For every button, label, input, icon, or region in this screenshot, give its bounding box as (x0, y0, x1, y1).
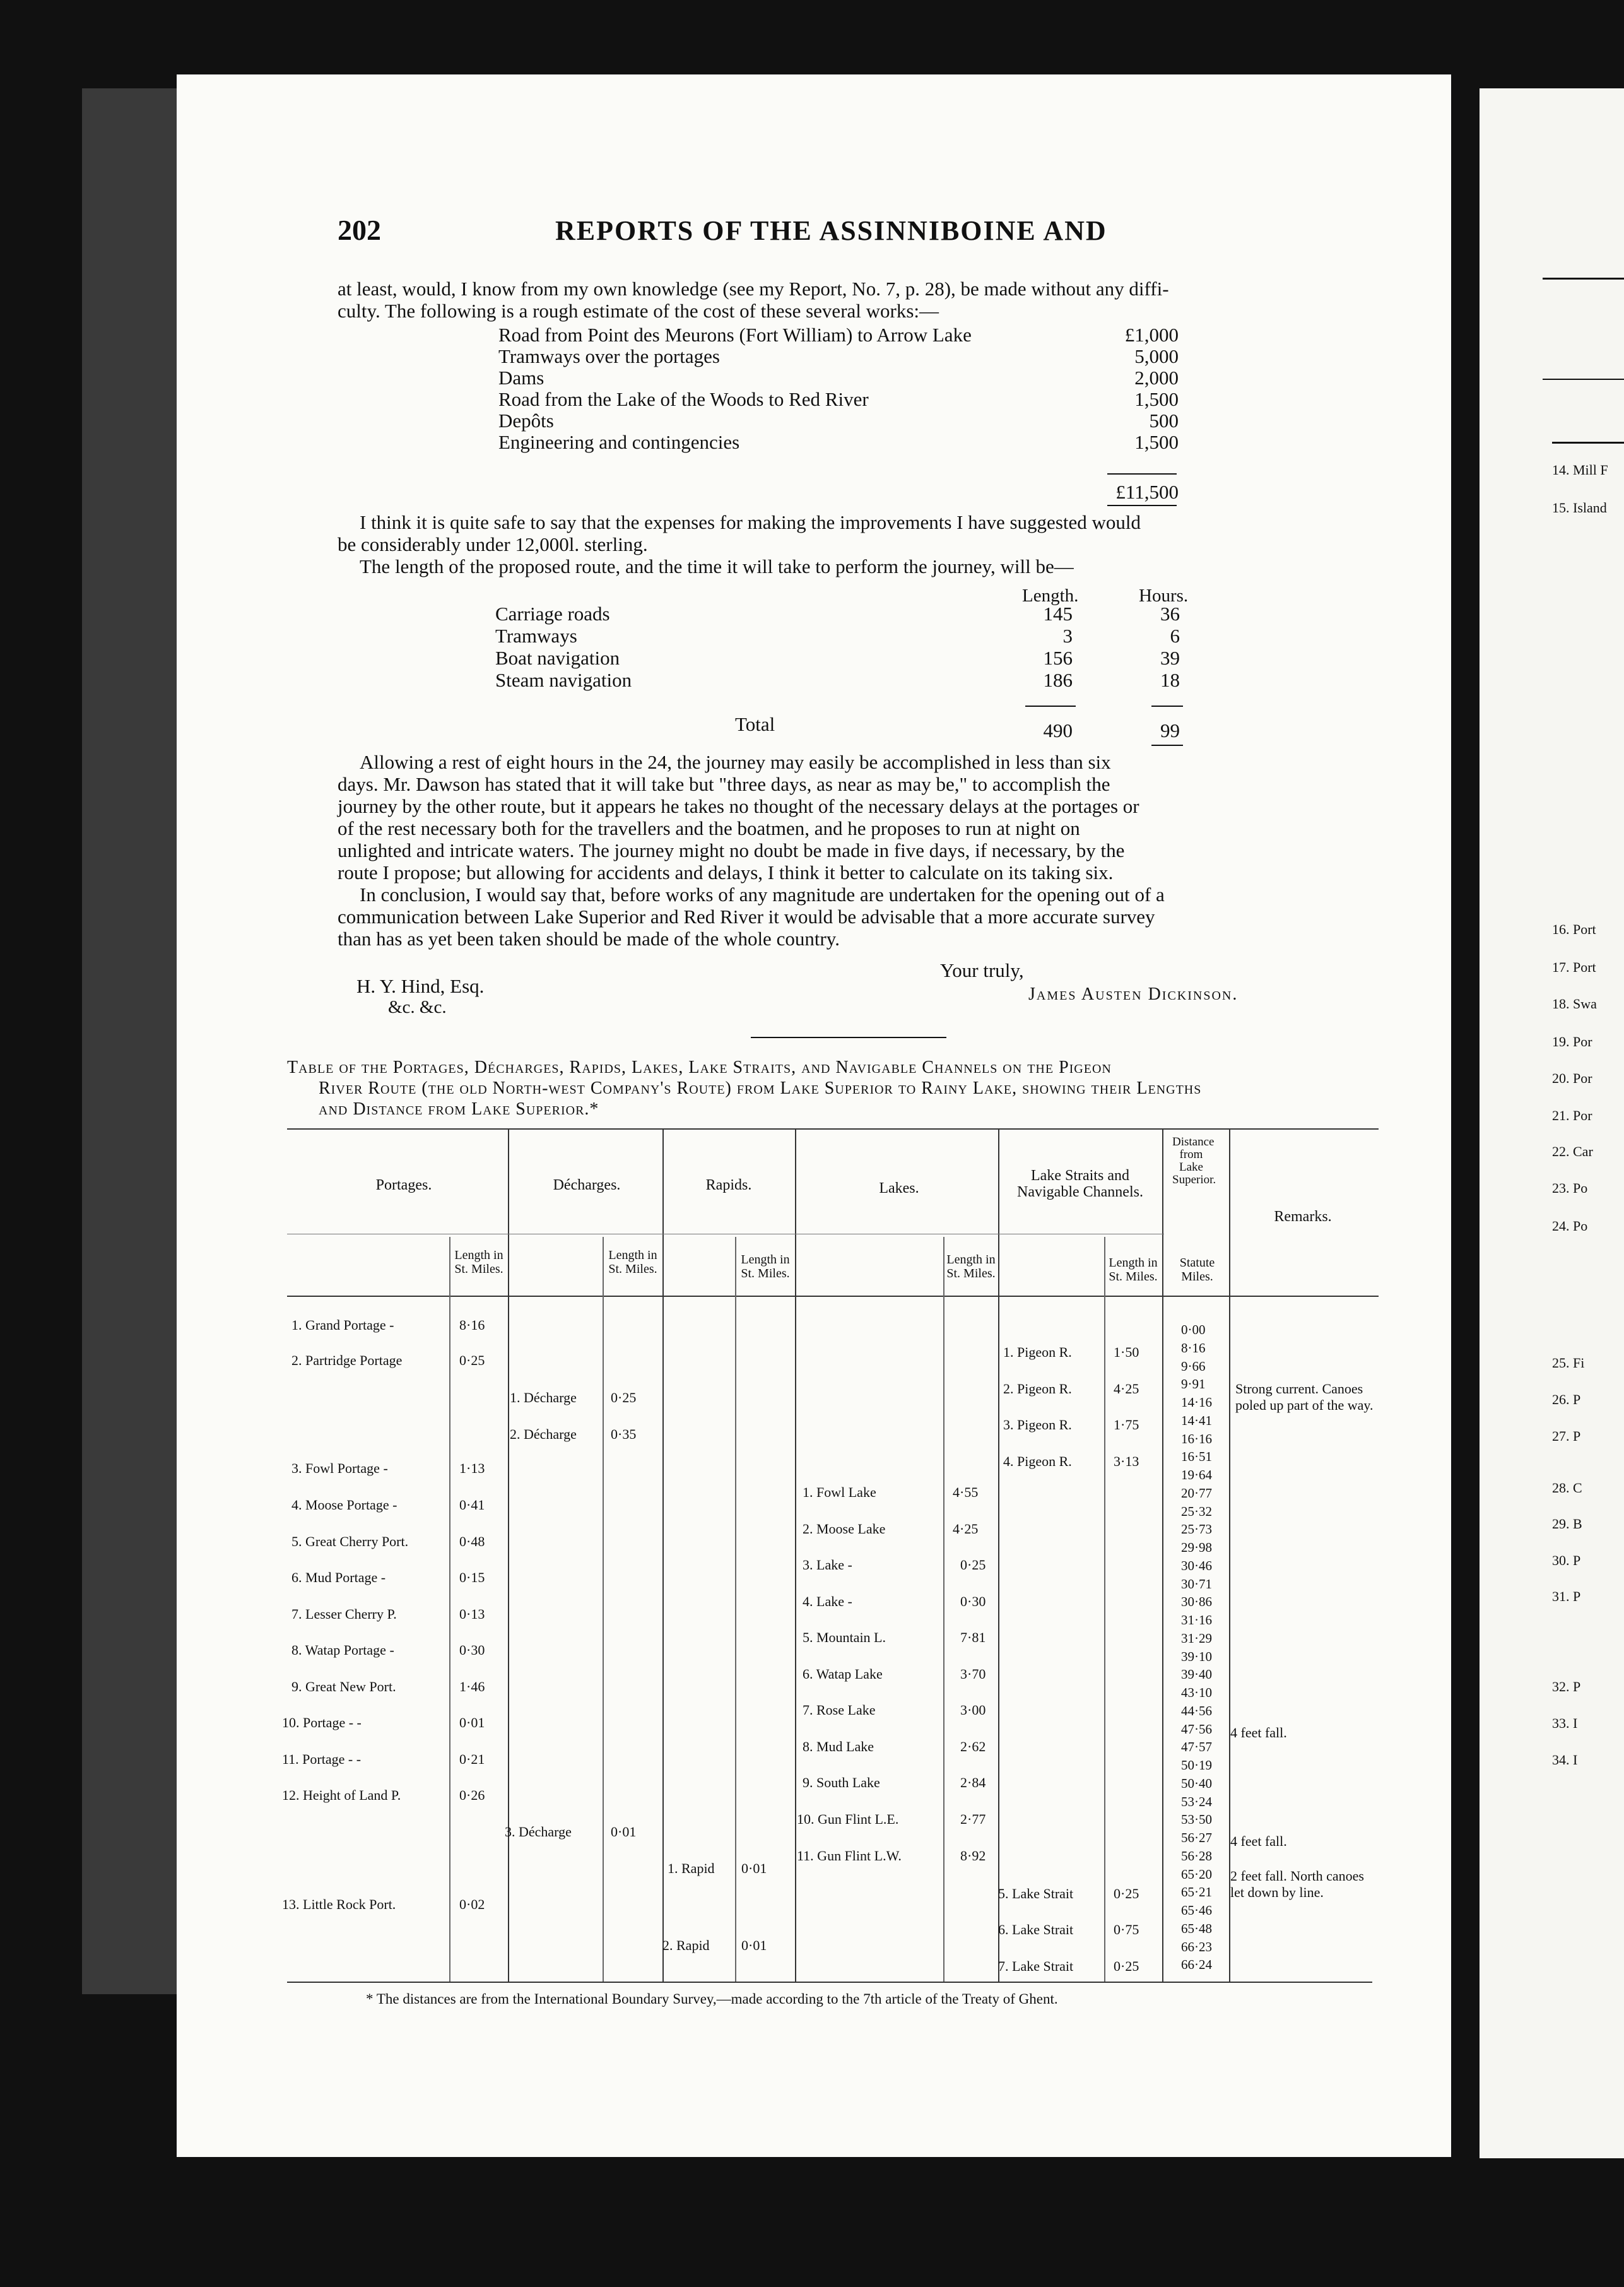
distance-value: 19·64 (1181, 1467, 1212, 1482)
table-caption (287, 1057, 1379, 1120)
header-lakes: Lakes. (879, 1180, 919, 1197)
page-number: 202 (338, 214, 381, 246)
remark: Strong current. Canoes poled up part of the way. (1235, 1381, 1374, 1413)
col-divider (662, 1130, 664, 1982)
journey-hours: 39 (1160, 647, 1180, 669)
col-divider (1162, 1130, 1163, 1982)
col-divider (508, 1130, 509, 1982)
col-header-length: Length. (1022, 586, 1079, 606)
strait-length: 1·75 (1114, 1417, 1139, 1433)
journey-length: 145 (1043, 603, 1073, 625)
remark: 2 feet fall. North canoes let down by line. (1230, 1868, 1364, 1900)
distance-value: 50·19 (1181, 1758, 1212, 1773)
sub-header-length: Length in St. Miles. (1109, 1256, 1158, 1284)
portage-name: 8. Watap Portage - (291, 1642, 394, 1658)
portage-name: 3. Fowl Portage - (291, 1460, 388, 1476)
distance-value: 30·46 (1181, 1557, 1212, 1573)
caption-line: Table of the Portages, Décharges, Rapids, Lakes, Lake Straits, and Navigable Channels on the Pigeon (287, 1058, 1112, 1077)
sub-col-divider (449, 1237, 450, 1982)
portage-name: 12. Height of Land P. (282, 1787, 401, 1803)
portage-length: 0·25 (459, 1352, 485, 1368)
rapid-length: 0·01 (741, 1937, 767, 1953)
facing-page-item: 14. Mill F (1552, 462, 1608, 478)
distance-value: 47·57 (1181, 1739, 1212, 1755)
text-line: I think it is quite safe to say that the expenses for making the improvements I have suggested would (360, 511, 1141, 533)
rapid-length: 0·01 (741, 1860, 767, 1876)
estimate-value: 2,000 (1134, 367, 1179, 389)
scan-bottom-edge (0, 2158, 1624, 2287)
text-line: culty. The following is a rough estimate of the cost of these several works:— (338, 300, 939, 322)
facing-page-item: 29. B (1552, 1516, 1582, 1532)
distance-value: 65·20 (1181, 1866, 1212, 1882)
intro-paragraph (338, 278, 1334, 322)
sub-header-length: Length in St. Miles. (946, 1253, 996, 1280)
lake-length: 4·25 (953, 1521, 979, 1537)
header-rapids: Rapids. (705, 1177, 752, 1193)
portage-length: 0·15 (459, 1569, 485, 1585)
total-rule (1151, 706, 1183, 707)
table-header-rule (287, 1296, 1379, 1297)
journey-label: Boat navigation (495, 647, 620, 669)
distance-value: 30·86 (1181, 1594, 1212, 1610)
remark: 4 feet fall. (1230, 1833, 1287, 1849)
distance-value: 16·51 (1181, 1449, 1212, 1465)
facing-page-item: 23. Po (1552, 1180, 1588, 1196)
lake-name: 10. Gun Flint L.E. (797, 1811, 899, 1827)
facing-page-item: 21. Por (1552, 1108, 1592, 1123)
facing-page-item: 16. Port (1552, 921, 1596, 937)
distance-value: 0·00 (1181, 1322, 1206, 1337)
strait-name: 6. Lake Strait (998, 1922, 1074, 1937)
portage-length: 0·13 (459, 1606, 485, 1622)
estimate-value: £1,000 (1124, 324, 1179, 346)
strait-name: 3. Pigeon R. (1003, 1417, 1072, 1433)
lake-name: 4. Lake - (803, 1593, 852, 1609)
estimate-value: 1,500 (1134, 431, 1179, 453)
lake-name: 11. Gun Flint L.W. (797, 1848, 902, 1864)
col-divider (1229, 1130, 1230, 1982)
addressee-etc: &c. &c. (388, 997, 447, 1017)
lake-name: 5. Mountain L. (803, 1629, 886, 1645)
header-decharges: Décharges. (553, 1177, 621, 1193)
lake-name: 9. South Lake (803, 1775, 880, 1790)
distance-value: 43·10 (1181, 1685, 1212, 1700)
text-line: In conclusion, I would say that, before works of any magnitude are undertaken for the opening out of a (360, 883, 1165, 906)
distance-value: 39·40 (1181, 1667, 1212, 1682)
journey-label: Carriage roads (495, 603, 610, 625)
sub-header-length: Length in St. Miles. (608, 1248, 657, 1276)
distance-value: 29·98 (1181, 1540, 1212, 1555)
distance-value: 31·29 (1181, 1630, 1212, 1646)
distance-value: 53·24 (1181, 1794, 1212, 1809)
facing-page-item: 27. P (1552, 1428, 1581, 1444)
strait-length: 1·50 (1114, 1344, 1139, 1360)
distance-value: 47·56 (1181, 1721, 1212, 1737)
facing-rule (1543, 278, 1624, 280)
lake-length: 0·25 (960, 1557, 986, 1573)
strait-length: 0·75 (1114, 1922, 1139, 1937)
lake-length: 3·70 (960, 1666, 986, 1682)
strait-name: 7. Lake Strait (998, 1958, 1074, 1974)
lake-length: 2·77 (960, 1811, 986, 1827)
distance-value: 56·27 (1181, 1830, 1212, 1845)
total-rule (1151, 745, 1183, 746)
journey-length: 156 (1043, 647, 1073, 669)
decharge-length: 0·25 (611, 1390, 637, 1405)
strait-name: 4. Pigeon R. (1003, 1453, 1072, 1469)
distance-value: 65·46 (1181, 1903, 1212, 1918)
portage-length: 0·41 (459, 1497, 485, 1513)
text-line: Allowing a rest of eight hours in the 24, the journey may easily be accomplished in less than six (360, 751, 1111, 773)
facing-page-item: 20. Por (1552, 1070, 1592, 1086)
portage-name: 9. Great New Port. (291, 1679, 396, 1694)
lake-name: 7. Rose Lake (803, 1702, 876, 1718)
caption-line: River Route (the old North-west Company's Route) from Lake Superior to Rainy Lake, showing their Lengths (319, 1078, 1202, 1098)
estimate-label: Depôts (498, 410, 554, 432)
remark: 4 feet fall. (1230, 1725, 1287, 1740)
portage-length: 0·02 (459, 1896, 485, 1912)
strait-length: 0·25 (1114, 1886, 1139, 1901)
facing-rule (1552, 442, 1624, 444)
journey-total-length: 490 (1043, 719, 1073, 742)
total-rule (1107, 505, 1177, 506)
facing-page-item: 15. Island (1552, 500, 1607, 516)
journey-hours: 36 (1160, 603, 1180, 625)
portage-length: 0·26 (459, 1787, 485, 1803)
distance-value: 16·16 (1181, 1431, 1212, 1446)
portage-name: 13. Little Rock Port. (282, 1896, 396, 1912)
strait-length: 4·25 (1114, 1381, 1139, 1397)
distance-value: 8·16 (1181, 1340, 1206, 1356)
sub-col-divider (1104, 1237, 1105, 1982)
text-line: days. Mr. Dawson has stated that it will take but "three days, as near as may be," to accomplish the (338, 773, 1110, 795)
lake-length: 4·55 (953, 1484, 979, 1500)
lake-name: 3. Lake - (803, 1557, 852, 1573)
portage-length: 0·48 (459, 1534, 485, 1549)
strait-name: 1. Pigeon R. (1003, 1344, 1072, 1360)
lake-name: 6. Watap Lake (803, 1666, 883, 1682)
estimate-value: 5,000 (1134, 345, 1179, 367)
text-line: unlighted and intricate waters. The journey might no doubt be made in five days, if necessary, by the (338, 839, 1125, 861)
text-line: of the rest necessary both for the travellers and the boatmen, and he proposes to run at night on (338, 817, 1080, 839)
sub-header-length: Length in St. Miles. (454, 1248, 503, 1276)
lake-name: 1. Fowl Lake (803, 1484, 876, 1500)
journey-hours: 18 (1160, 669, 1180, 691)
estimate-value: 500 (1149, 410, 1179, 432)
portage-length: 1·13 (459, 1460, 485, 1476)
estimate-value: 1,500 (1134, 388, 1179, 410)
facing-page-item: 18. Swa (1552, 996, 1597, 1012)
sub-header-length: Length in St. Miles. (741, 1253, 790, 1280)
distance-value: 44·56 (1181, 1703, 1212, 1718)
lake-length: 2·62 (960, 1739, 986, 1754)
portage-name: 1. Grand Portage - (291, 1317, 394, 1333)
portage-name: 11. Portage - - (282, 1751, 362, 1767)
decharge-length: 0·35 (611, 1426, 637, 1442)
facing-rule (1543, 379, 1624, 380)
facing-page-item: 31. P (1552, 1588, 1581, 1604)
facing-page-item: 24. Po (1552, 1218, 1588, 1234)
portage-length: 8·16 (459, 1317, 485, 1333)
journey-length: 186 (1043, 669, 1073, 691)
lake-length: 2·84 (960, 1775, 986, 1790)
facing-page-item: 28. C (1552, 1480, 1582, 1496)
facing-page (1480, 88, 1624, 2190)
table-top-rule (287, 1128, 1379, 1130)
distance-value: 50·40 (1181, 1775, 1212, 1791)
text-line: route I propose; but allowing for accidents and delays, I think it better to calculate on its taking six. (338, 861, 1114, 883)
body-paragraph (338, 751, 1334, 950)
estimate-label: Road from Point des Meurons (Fort William) to Arrow Lake (498, 324, 972, 346)
facing-page-item: 32. P (1552, 1679, 1581, 1694)
closing: Your truly, (940, 959, 1024, 981)
text-line: at least, would, I know from my own knowledge (see my Report, No. 7, p. 28), be made without any diffi- (338, 278, 1169, 300)
addressee: H. Y. Hind, Esq. (356, 975, 485, 997)
sub-col-divider (943, 1237, 944, 1982)
facing-page-item: 34. I (1552, 1752, 1578, 1768)
portage-name: 2. Partridge Portage (291, 1352, 403, 1368)
sub-col-divider (735, 1237, 736, 1982)
distance-value: 25·73 (1181, 1522, 1212, 1537)
journey-length: 3 (1062, 625, 1073, 647)
portage-name: 10. Portage - - (282, 1715, 362, 1730)
col-divider (795, 1130, 796, 1982)
lake-name: 8. Mud Lake (803, 1739, 874, 1754)
distance-value: 65·48 (1181, 1920, 1212, 1936)
col-header-hours: Hours. (1139, 586, 1189, 606)
portage-length: 0·30 (459, 1642, 485, 1658)
facing-page-item: 22. Car (1552, 1144, 1593, 1159)
distance-value: 20·77 (1181, 1485, 1212, 1501)
distance-value: 14·16 (1181, 1395, 1212, 1410)
portage-name: 4. Moose Portage - (291, 1497, 397, 1513)
estimate-label: Dams (498, 367, 544, 389)
text-line: communication between Lake Superior and Red River it would be advisable that a more accurate survey (338, 906, 1155, 928)
estimate-total: £11,500 (1115, 481, 1179, 503)
journey-total-label: Total (735, 713, 775, 735)
portage-length: 1·46 (459, 1679, 485, 1694)
sub-header-statute: Statute Miles. (1179, 1256, 1215, 1284)
journey-label: Tramways (495, 625, 577, 647)
text-line: than has as yet been taken should be made of the whole country. (338, 928, 840, 950)
portage-name: 5. Great Cherry Port. (291, 1534, 409, 1549)
distance-value: 65·21 (1181, 1884, 1212, 1900)
col-divider (998, 1130, 999, 1982)
distance-value: 9·66 (1181, 1358, 1206, 1374)
lake-length: 7·81 (960, 1629, 986, 1645)
text-line: journey by the other route, but it appears he takes no thought of the necessary delays at the portages or (338, 795, 1139, 817)
lake-length: 3·00 (960, 1702, 986, 1718)
total-rule (1107, 473, 1177, 475)
decharge-name: 2. Décharge (510, 1426, 577, 1442)
estimate-label: Engineering and contingencies (498, 431, 740, 453)
lake-length: 0·30 (960, 1593, 986, 1609)
estimate-label: Road from the Lake of the Woods to Red River (498, 388, 869, 410)
distance-value: 66·23 (1181, 1939, 1212, 1954)
facing-page-item: 26. P (1552, 1392, 1581, 1407)
distance-value: 14·41 (1181, 1412, 1212, 1428)
distance-value: 56·28 (1181, 1848, 1212, 1864)
strait-name: 2. Pigeon R. (1003, 1381, 1072, 1397)
caption-line: and Distance from Lake Superior.* (319, 1099, 599, 1119)
rapid-name: 2. Rapid (662, 1937, 710, 1953)
portage-length: 0·01 (459, 1715, 485, 1730)
table-bottom-rule (287, 1982, 1372, 1983)
text-line: The length of the proposed route, and the time it will take to perform the journey, will be— (360, 555, 1074, 577)
portage-length: 0·21 (459, 1751, 485, 1767)
header-portages: Portages. (375, 1177, 432, 1193)
rapid-name: 1. Rapid (668, 1860, 715, 1876)
distance-value: 53·50 (1181, 1812, 1212, 1828)
strait-length: 0·25 (1114, 1958, 1139, 1974)
book-spine (82, 88, 177, 1994)
distance-value: 9·91 (1181, 1376, 1206, 1392)
lake-name: 2. Moose Lake (803, 1521, 886, 1537)
distance-value: 39·10 (1181, 1648, 1212, 1664)
distance-value: 30·71 (1181, 1576, 1212, 1592)
decharge-name: 1. Décharge (510, 1390, 577, 1405)
decharge-length: 0·01 (611, 1824, 637, 1840)
text-line: be considerably under 12,000l. sterling. (338, 533, 648, 555)
distance-value: 31·16 (1181, 1612, 1212, 1628)
facing-page-item: 25. Fi (1552, 1355, 1585, 1371)
strait-name: 5. Lake Strait (998, 1886, 1074, 1901)
signature: James Austen Dickinson. (1028, 984, 1239, 1004)
facing-page-item: 33. I (1552, 1715, 1578, 1731)
portage-name: 7. Lesser Cherry P. (291, 1606, 397, 1622)
journey-total-hours: 99 (1160, 719, 1180, 742)
sub-col-divider (603, 1237, 604, 1982)
distance-value: 25·32 (1181, 1503, 1212, 1519)
lake-length: 8·92 (960, 1848, 986, 1864)
journey-hours: 6 (1170, 625, 1180, 647)
total-rule (1025, 706, 1076, 707)
header-remarks: Remarks. (1274, 1209, 1332, 1225)
facing-page-item: 19. Por (1552, 1034, 1592, 1049)
facing-page-item: 30. P (1552, 1552, 1581, 1568)
header-distance: Distance from Lake Superior. (1172, 1135, 1216, 1186)
journey-label: Steam navigation (495, 669, 632, 691)
distance-value: 66·24 (1181, 1957, 1212, 1973)
running-title: REPORTS OF THE ASSINNIBOINE AND (555, 215, 1107, 246)
portage-name: 6. Mud Portage - (291, 1569, 386, 1585)
header-straits: Lake Straits and Navigable Channels. (1017, 1167, 1143, 1200)
strait-length: 3·13 (1114, 1453, 1139, 1469)
facing-page-item: 17. Port (1552, 959, 1596, 975)
separator-rule (751, 1037, 946, 1038)
estimate-label: Tramways over the portages (498, 345, 720, 367)
footnote: * The distances are from the International Boundary Survey,—made according to the 7th article of the Treaty of Ghent. (366, 1991, 1058, 2007)
decharge-name: 3. Décharge (505, 1824, 572, 1840)
cost-paragraph (338, 511, 1334, 577)
